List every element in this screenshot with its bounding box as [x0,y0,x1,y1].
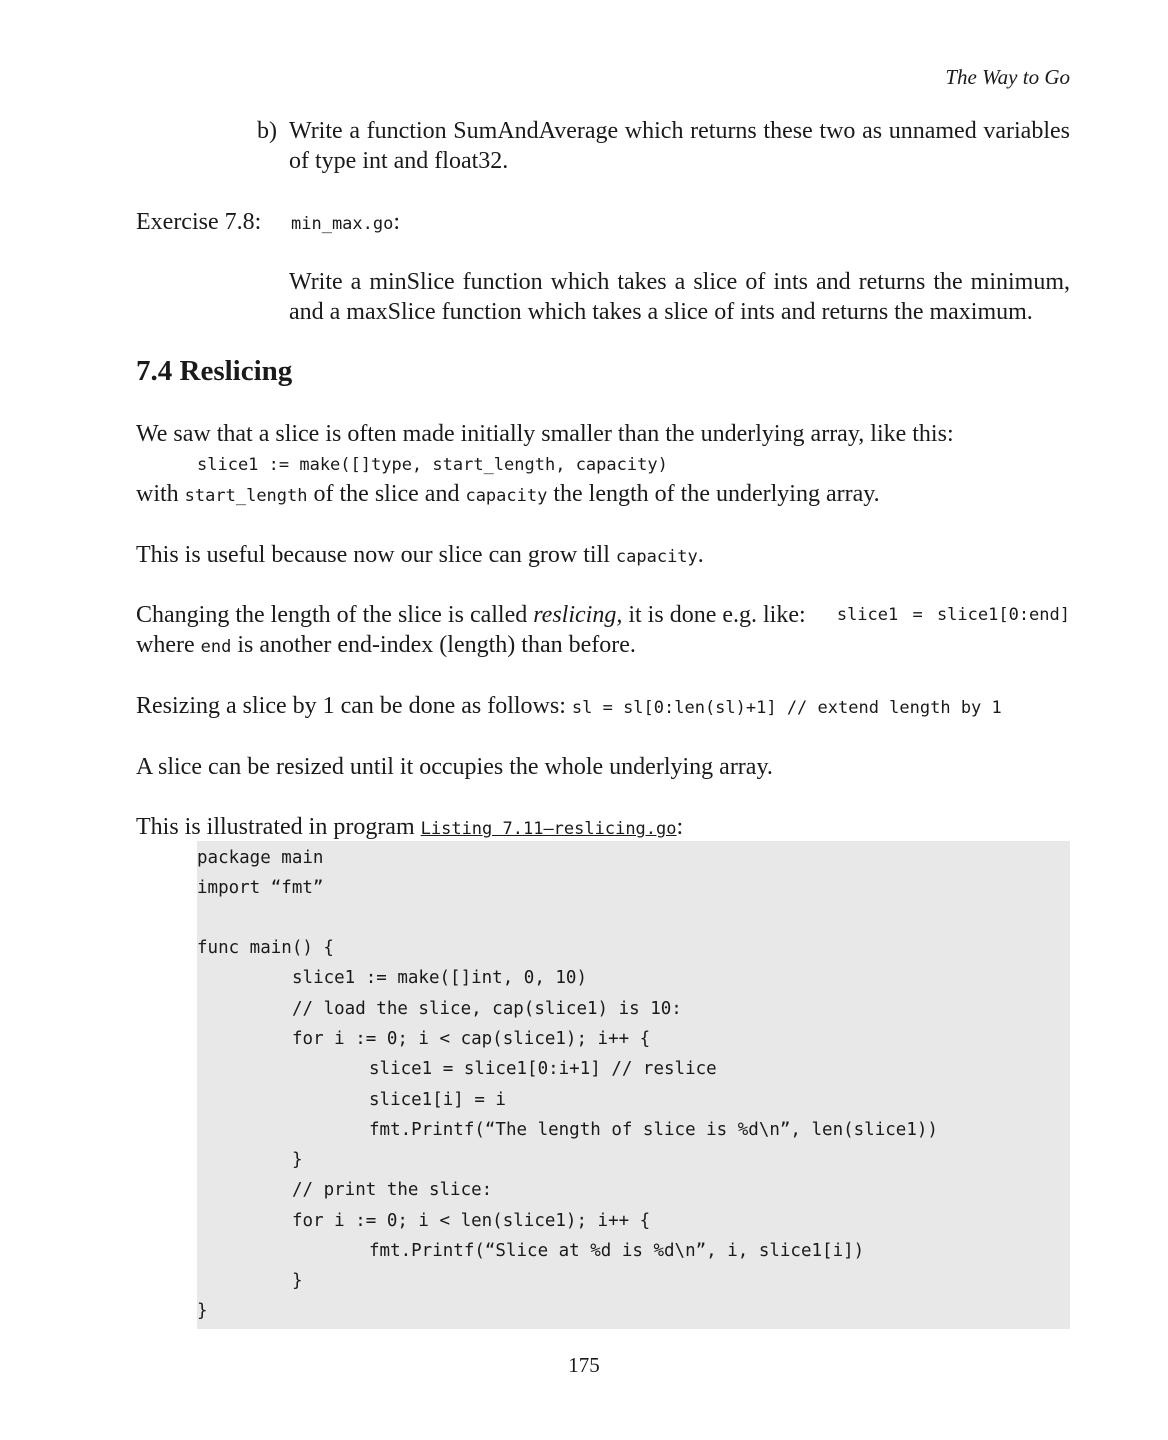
code-line-2: import “fmt” [197,878,324,898]
code-line-7: for i := 0; i < cap(slice1); i++ { [292,1029,651,1049]
code-line-14: fmt.Printf(“Slice at %d is %d\n”, i, slice1[i]) [369,1241,865,1261]
code-resize-example: sl = sl[0:len(sl)+1] // extend length by 1 [571,698,1002,718]
code-line-10: fmt.Printf(“The length of slice is %d\n”, len(slice1)) [369,1120,938,1140]
paragraph-3-line-2-pre: where [136,632,201,658]
paragraph-2-end: . [697,542,704,568]
text-end: the length of the underlying array. [547,481,880,507]
paragraph-1-line-3 [136,479,880,511]
paragraph-2 [136,540,704,572]
code-start-length: start_length [184,486,308,506]
code-line-8: slice1 = slice1[0:i+1] // reslice [369,1059,717,1079]
code-end: end [200,637,232,657]
page-number: 175 [568,1353,600,1377]
paragraph-1-text: We saw that a slice is often made initially smaller than the underlying array, like this: [136,421,954,447]
text-mid: of the slice and [307,481,466,507]
paragraph-4-text: Resizing a slice by 1 can be done as follows: [136,693,572,719]
code-line-12: // print the slice: [292,1180,493,1200]
code-line-1: package main [197,848,324,868]
text-with: with [136,481,185,507]
section-heading: 7.4 Reslicing [136,355,293,387]
exercise-7-8-file [291,207,400,239]
code-capacity: capacity [615,547,698,567]
paragraph-3-line-1 [136,600,1070,630]
exercise-7-7b-line-2: of type int and float32. [289,148,509,174]
code-capacity: capacity [465,486,548,506]
paragraph-3-post: it is done e.g. like: [622,602,806,628]
code-reslice-example: slice1 = slice1[0:end] [836,605,1070,625]
code-line-6: // load the slice, cap(slice1) is 10: [292,999,682,1019]
paragraph-6 [136,812,683,844]
code-line-13: for i := 0; i < len(slice1); i++ { [292,1211,651,1231]
exercise-7-8-line-1: Write a minSlice function which takes a slice of ints and returns the minimum, [289,269,1070,295]
paragraph-3-pre: Changing the length of the slice is called [136,602,534,628]
paragraph-6-text: This is illustrated in program [136,814,421,840]
code-line-4: func main() { [197,938,334,958]
paragraph-2-text: This is useful because now our slice can grow till [136,542,616,568]
exercise-file-colon: : [393,209,401,235]
paragraph-3-pre-group [136,600,806,630]
exercise-7-7b-line-1: Write a function SumAndAverage which returns these two as unnamed variables [289,118,1070,144]
running-head: The Way to Go [945,65,1070,89]
paragraph-1-code: slice1 := make([]type, start_length, capacity) [197,455,668,475]
paragraph-4 [136,691,1002,723]
exercise-item-label: b) [257,118,277,144]
code-line-15: } [292,1271,303,1291]
exercise-7-8-line-2: and a maxSlice function which takes a slice of ints and returns the maximum. [289,299,1033,325]
code-line-16: } [197,1301,208,1321]
paragraph-3-line-2-post: is another end-index (length) than before. [231,632,636,658]
exercise-file-name: min_max.go [291,214,394,234]
listing-link[interactable]: Listing 7.11—reslicing.go [420,819,677,839]
code-line-9: slice1[i] = i [369,1090,506,1110]
emphasis-reslicing: reslicing, [533,602,623,628]
paragraph-5: A slice can be resized until it occupies the whole underlying array. [136,754,773,780]
paragraph-3-line-2 [136,630,636,662]
code-listing [197,841,1070,1329]
paragraph-6-end: : [676,814,684,840]
exercise-7-8-label: Exercise 7.8: [136,209,262,235]
code-line-5: slice1 := make([]int, 0, 10) [292,968,588,988]
code-line-11: } [292,1150,303,1170]
